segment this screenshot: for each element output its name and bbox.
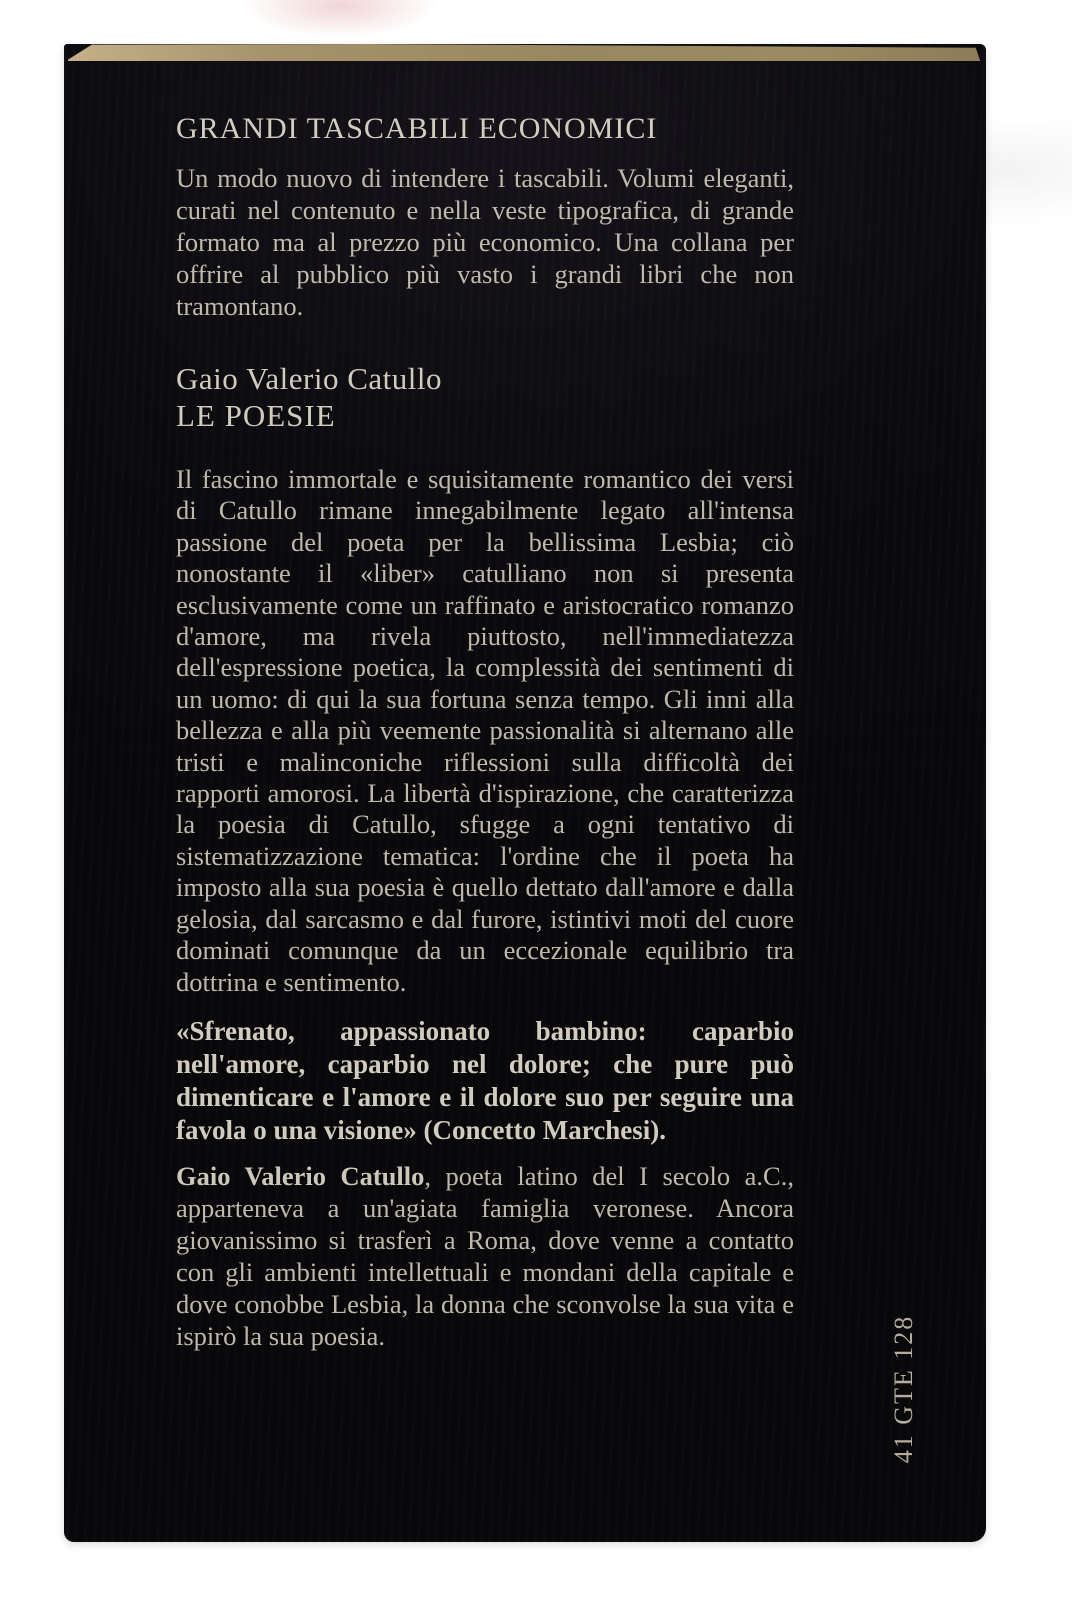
author-name: Gaio Valerio Catullo	[176, 361, 442, 396]
book-title: LE POESIE	[176, 398, 336, 433]
book-page-edge	[68, 44, 983, 61]
series-title: GRANDI TASCABILI ECONOMICI	[176, 112, 658, 145]
cover-text-block	[176, 112, 794, 1352]
author-bio-lead: Gaio Valerio Catullo	[176, 1160, 425, 1191]
book-back-cover	[64, 44, 986, 1542]
series-blurb: Un modo nuovo di intendere i tascabili. Volumi eleganti, curati nel contenuto e nella veste tipografica, di grande formato ma al prezzo più economico. Una collana per offrire al pubblico più vasto i grandi libri che non tramontano.	[176, 163, 794, 321]
critic-quote: «Sfrenato, appassionato bambino: caparbio nell'amore, caparbio nel dolore; che pure può dimenticare e l'amore e il dolore suo per seguire una favola o una visione» (Concetto Marchesi).	[176, 1015, 794, 1145]
author-bio-text: , poeta latino del I secolo a.C., apparteneva a un'agiata famiglia veronese. Ancora giovanissimo si trasferì a Roma, dove venne a contatto con gli ambienti intellettuali e mondani della capitale e dove conobbe Lesbia, la donna che sconvolse la sua vita e ispirò la sua poesia.	[176, 1160, 794, 1351]
catalog-code: 41 GTE 128	[889, 1314, 918, 1464]
book-description: Il fascino immortale e squisitamente romantico dei versi di Catullo rimane innegabilmente legato all'intensa passione del poeta per la bellissima Lesbia; ciò nonostante il «liber» catulliano non si presenta esclusivamente come un raffinato e aristocratico romanzo d'amore, ma rivela piuttosto, nell'immediatezza dell'espressione poetica, la complessità dei sentimenti di un uomo: di qui la sua fortuna senza tempo. Gli inni alla bellezza e alla più veemente passionalità si alternano alle tristi e malinconiche riflessioni sulla difficoltà dei rapporti amorosi. La libertà d'ispirazione, che caratterizza la poesia di Catullo, sfugge a ogni tentativo di sistematizzazione tematica: l'ordine che il poeta ha imposto alla sua poesia è quello dettato dall'amore e dalla gelosia, dal sarcasmo e dal furore, istintivi moti del cuore dominati comunque da un eccezionale equilibrio tra dottrina e sentimento.	[176, 464, 794, 997]
book-heading	[176, 360, 794, 434]
author-bio	[176, 1160, 794, 1352]
